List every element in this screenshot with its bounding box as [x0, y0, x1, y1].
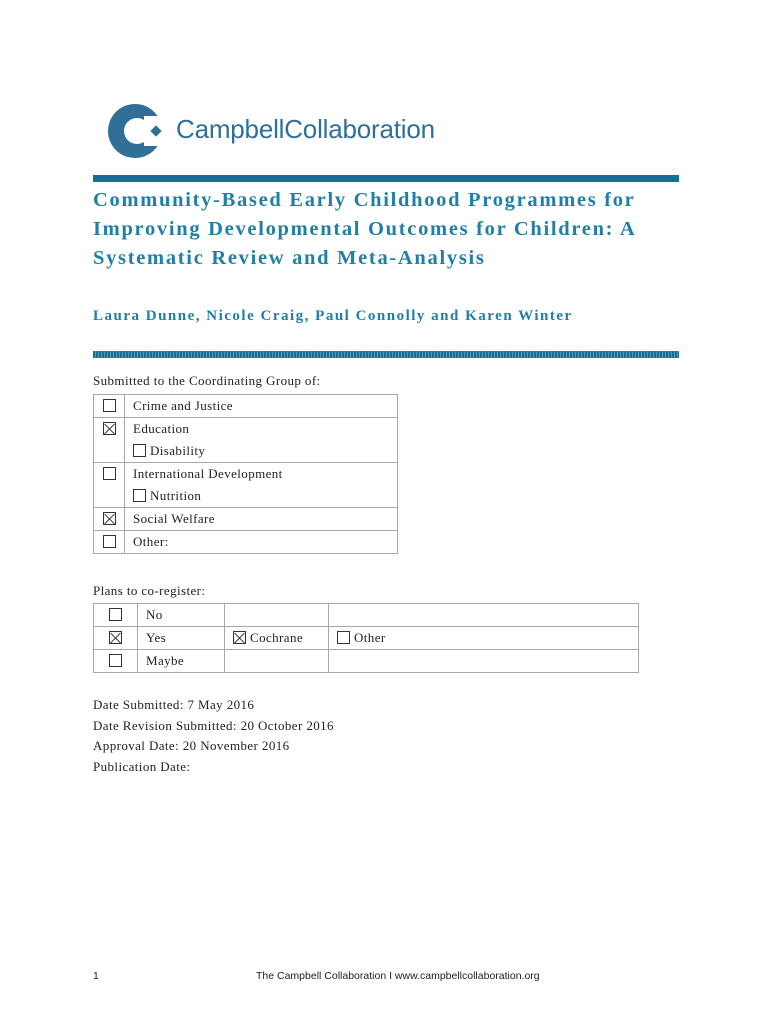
cochrane-cell — [225, 627, 329, 650]
table-row — [94, 418, 398, 441]
option-label: Disability — [150, 443, 206, 458]
checkbox-cell — [94, 650, 138, 673]
approval-date: Approval Date: 20 November 2016 — [93, 738, 290, 753]
checkbox-cell — [94, 395, 125, 418]
page-number: 1 — [93, 970, 99, 982]
authors: Laura Dunne, Nicole Craig, Paul Connolly and Karen Winter — [93, 308, 573, 324]
checkbox-international-development[interactable] — [103, 467, 116, 480]
table-row — [94, 508, 398, 531]
coordinating-group-label: Submitted to the Coordinating Group of: — [93, 373, 321, 388]
empty-cell — [329, 604, 639, 627]
document-title: Community-Based Early Childhood Programmes for Improving Developmental Outcomes for Children: A Systematic Review and Meta-Analysis — [93, 189, 636, 269]
sub-option-cell — [125, 440, 398, 463]
date-revision-submitted: Date Revision Submitted: 20 October 2016 — [93, 717, 334, 733]
option-label: Other: — [125, 531, 398, 554]
checkbox-other-group[interactable] — [103, 535, 116, 548]
option-label: No — [138, 604, 225, 627]
other-cell — [329, 627, 639, 650]
table-row — [94, 604, 639, 627]
campbell-logo — [106, 102, 466, 162]
checkbox-cell — [94, 485, 125, 508]
publication-date: Publication Date: — [93, 758, 191, 774]
table-row — [94, 531, 398, 554]
checkbox-cell — [94, 531, 125, 554]
co-register-table — [93, 603, 639, 673]
option-label: Crime and Justice — [125, 395, 398, 418]
co-register-label: Plans to co-register: — [93, 583, 206, 598]
checkbox-cell — [94, 604, 138, 627]
checkbox-nutrition[interactable] — [133, 489, 146, 502]
table-row — [94, 395, 398, 418]
option-label: Social Welfare — [125, 508, 398, 531]
empty-cell — [225, 650, 329, 673]
option-label: Other — [354, 630, 386, 645]
checkbox-disability[interactable] — [133, 444, 146, 457]
dates-block — [93, 695, 334, 777]
checkbox-social-welfare[interactable] — [103, 512, 116, 525]
table-row — [94, 627, 639, 650]
checkbox-cell — [94, 440, 125, 463]
title-rule-bottom — [93, 351, 679, 358]
empty-cell — [225, 604, 329, 627]
option-label: Yes — [138, 627, 225, 650]
option-label: Education — [125, 418, 398, 441]
footer-text: The Campbell Collaboration I www.campbellcollaboration.org — [256, 970, 540, 982]
checkbox-cell — [94, 463, 125, 486]
coordinating-group-table — [93, 394, 398, 554]
checkbox-yes[interactable] — [109, 631, 122, 644]
checkbox-maybe[interactable] — [109, 654, 122, 667]
sub-option-cell — [125, 485, 398, 508]
brand-name: CampbellCollaboration — [176, 114, 435, 144]
table-row — [94, 440, 398, 463]
checkbox-crime-and-justice[interactable] — [103, 399, 116, 412]
table-row — [94, 650, 639, 673]
empty-cell — [329, 650, 639, 673]
option-label: Nutrition — [150, 488, 202, 503]
table-row — [94, 463, 398, 486]
checkbox-education[interactable] — [103, 422, 116, 435]
date-submitted: Date Submitted: 7 May 2016 — [93, 697, 255, 712]
option-label: International Development — [125, 463, 398, 486]
table-row — [94, 485, 398, 508]
option-label: Cochrane — [250, 630, 304, 645]
checkbox-cochrane[interactable] — [233, 631, 246, 644]
checkbox-other-register[interactable] — [337, 631, 350, 644]
checkbox-cell — [94, 627, 138, 650]
checkbox-cell — [94, 418, 125, 441]
campbell-c-logo-icon — [106, 102, 166, 162]
checkbox-no[interactable] — [109, 608, 122, 621]
checkbox-cell — [94, 508, 125, 531]
option-label: Maybe — [138, 650, 225, 673]
title-rule-top — [93, 175, 679, 182]
